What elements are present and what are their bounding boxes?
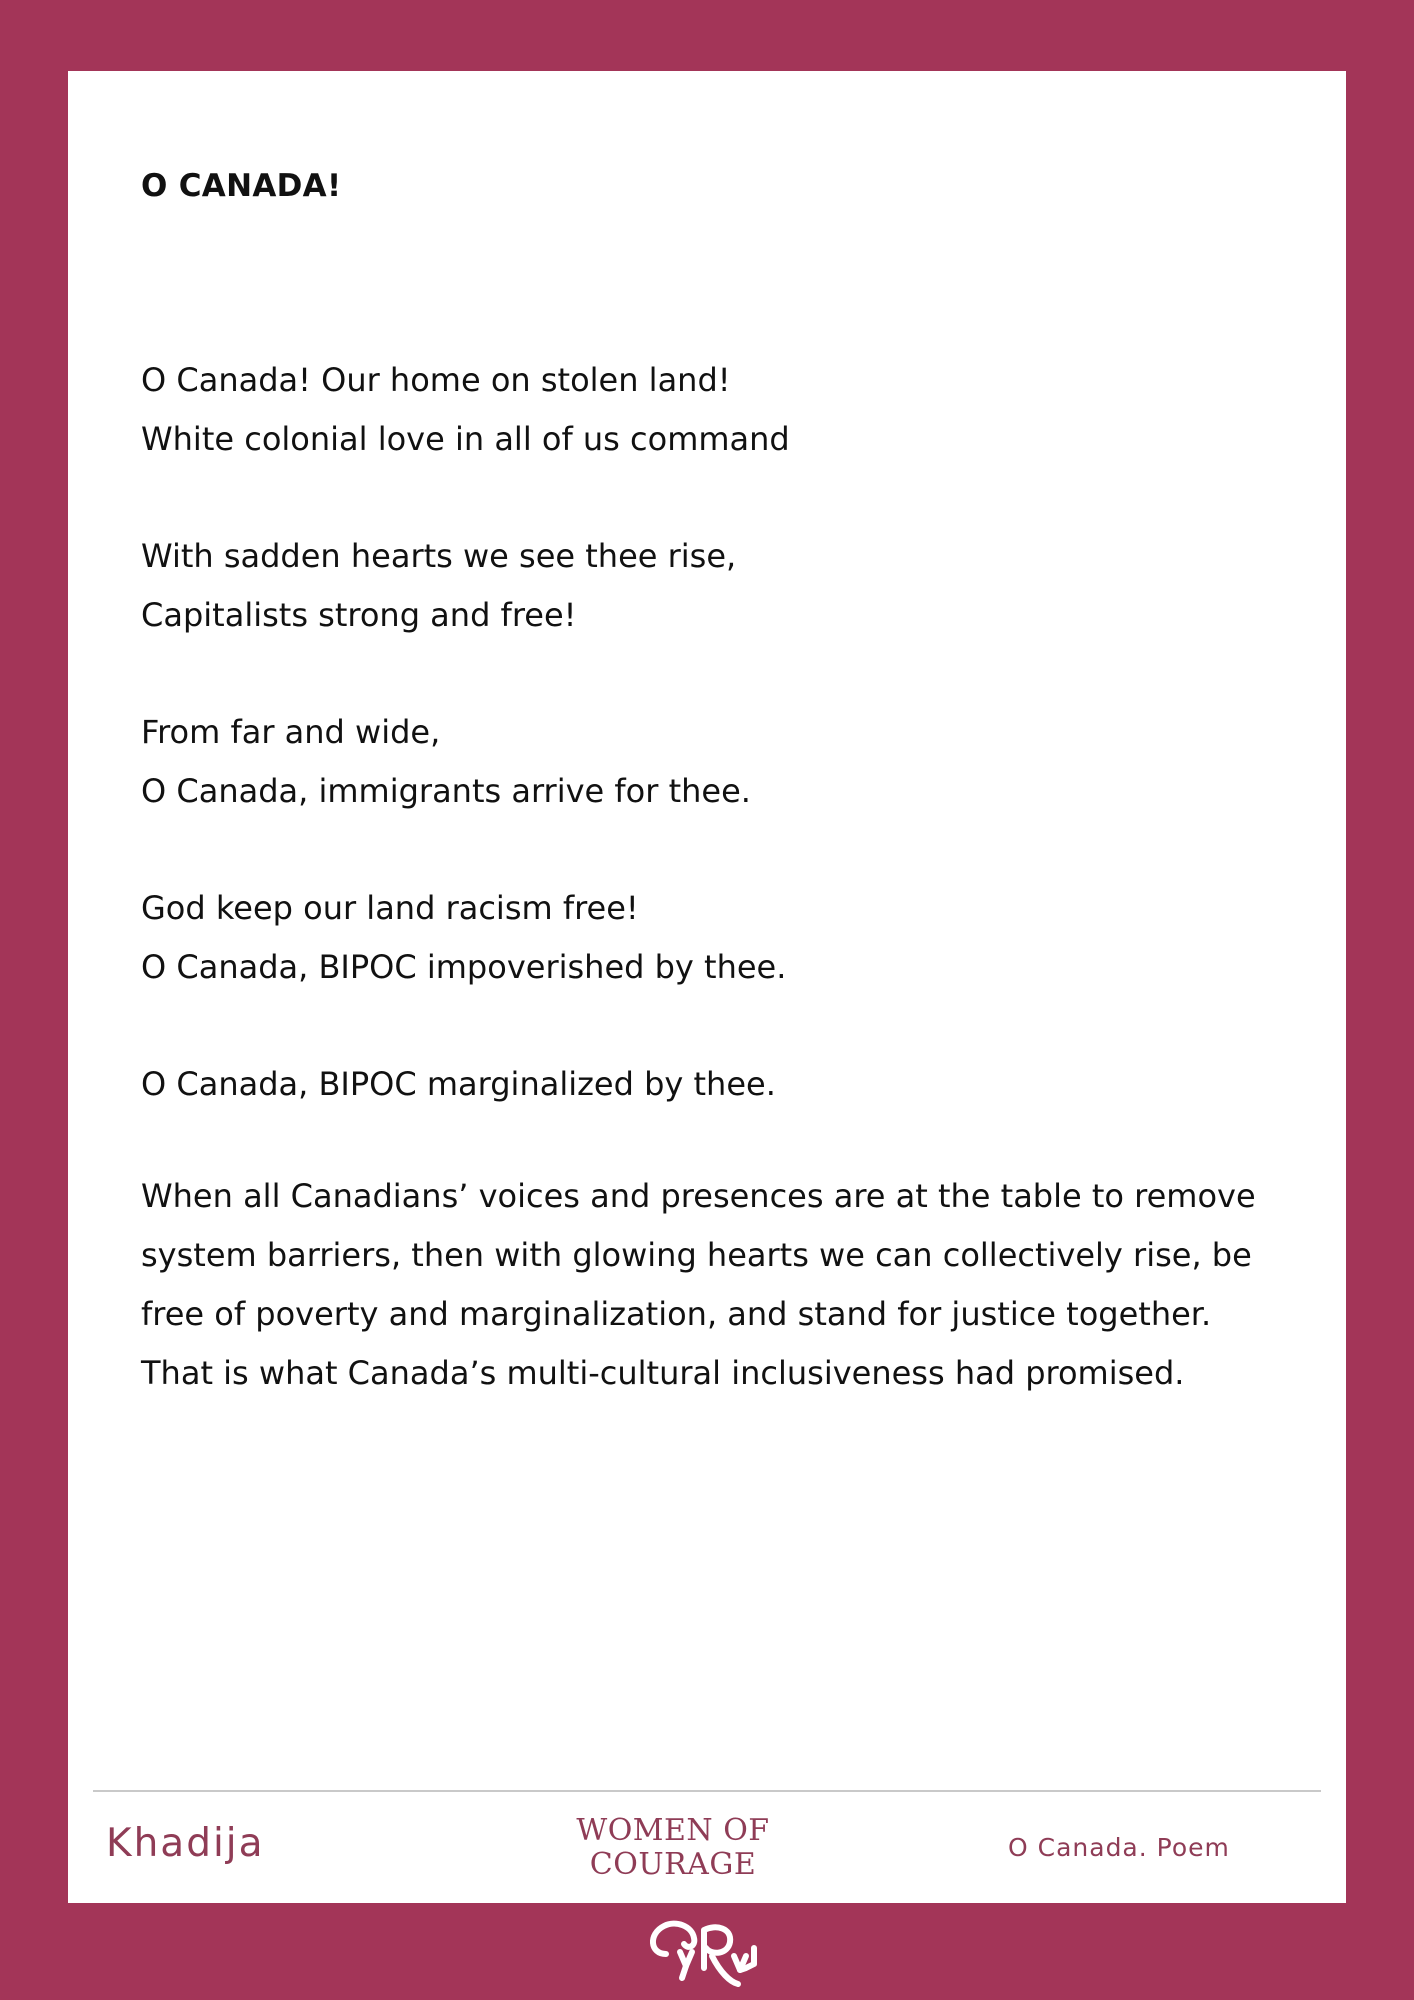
stanza-3 [141, 703, 751, 821]
poem-line: With sadden hearts we see thee rise, [141, 537, 737, 575]
brand-logo-icon [642, 1912, 772, 1992]
stanza-2 [141, 527, 736, 645]
poem-line: O Canada, BIPOC marginalized by thee. [141, 1065, 776, 1103]
stanza-4 [141, 879, 786, 997]
footer-document-label: O Canada. Poem [1008, 1833, 1230, 1862]
poem-line: From far and wide, [141, 713, 441, 751]
poem-line: Capitalists strong and free! [141, 596, 577, 634]
brand-line: COURAGE [589, 1847, 757, 1882]
footer-divider [93, 1790, 1321, 1792]
closing-paragraph: When all Canadians’ voices and presences are at the table to remove system barriers, then with glowing hearts we can collectively rise, be free of poverty and marginalization, and stand for justice together. That is what Canada’s multi-cultural inclusiveness had promised. [141, 1177, 1256, 1392]
poem-line: God keep our land racism free! [141, 889, 639, 927]
brand-line: WOMEN OF [576, 1813, 770, 1848]
document-page [68, 71, 1346, 1903]
stanza-5 [141, 1055, 776, 1114]
stanza-1 [141, 351, 790, 469]
poem-line: White colonial love in all of us command [141, 420, 790, 458]
footer-author: Khadija [106, 1821, 265, 1866]
poem-line: O Canada! Our home on stolen land! [141, 361, 731, 399]
poem-line: O Canada, immigrants arrive for thee. [141, 772, 751, 810]
poem-line: O Canada, BIPOC impoverished by thee. [141, 948, 787, 986]
footer-brand-wordmark [573, 1814, 773, 1882]
poem-title: O CANADA! [141, 168, 342, 204]
